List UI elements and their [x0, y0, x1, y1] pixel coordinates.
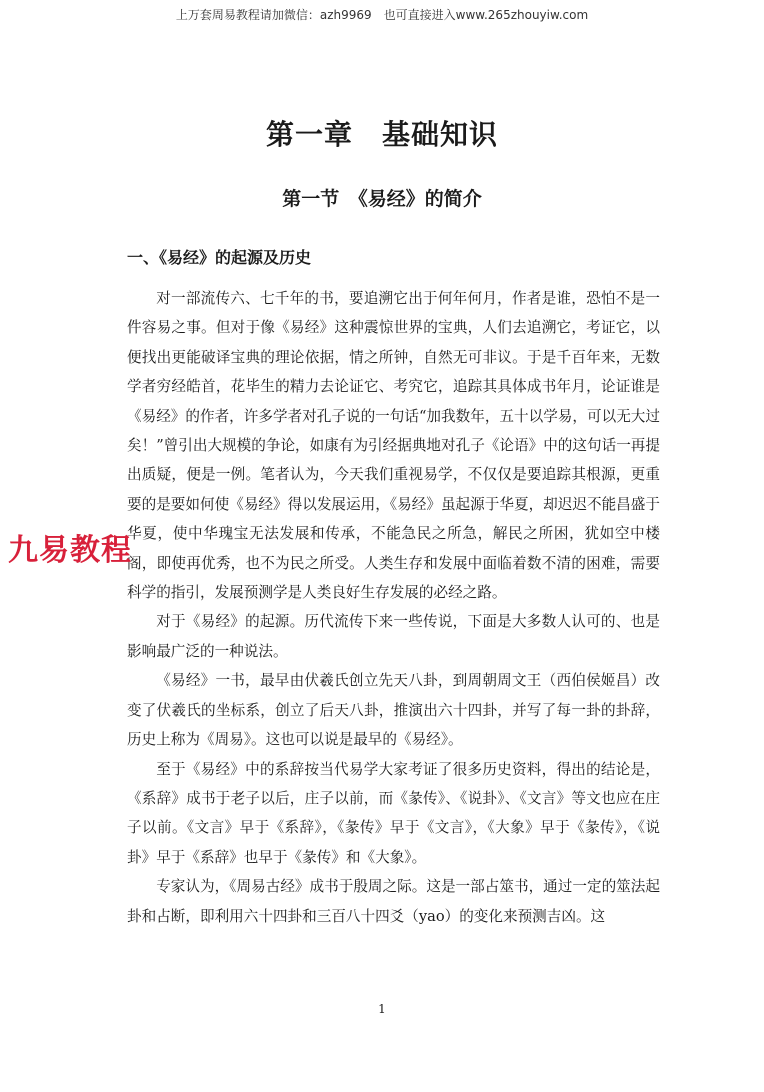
chapter-title: 第一章 基础知识 [265, 118, 498, 151]
page-number: 1 [378, 1002, 386, 1016]
section-title: 第一节 《易经》的简介 [282, 188, 482, 210]
paragraph: 至于《易经》中的系辞按当代易学大家考证了很多历史资料，得出的结论是，《系辞》成书于老子以后，庄子以前，而《彖传》、《说卦》、《文言》等文也应在庄子以前。《文言》早于《系辞》，《彖传》早于《文言》，《大象》早于《彖传》，《说卦》早于《系辞》也早于《彖传》和《大象》。 [127, 760, 660, 866]
header-note: 上万套周易教程请加微信：azh9969 也可直接进入www.265zhouyiw.com [175, 8, 589, 22]
sub-heading: 一、《易经》的起源及历史 [127, 248, 312, 267]
paragraph: 对一部流传六、七千年的书，要追溯它出于何年何月，作者是谁，恐怕不是一件容易之事。但对于像《易经》这种震惊世界的宝典，人们去追溯它，考证它，以便找出更能破译宝典的理论依据，情之所钟，自然无可非议。于是千百年来，无数学者穷经皓首，花毕生的精力去论证它、考究它，追踪其具体成书年月，论证谁是《易经》的作者，许多学者对孔子说的一句话“加我数年，五十以学易，可以无大过矣！”曾引出大规模的争论，如康有为引经据典地对孔子《论语》中的这句话一再提出质疑，便是一例。笔者认为，今天我们重视易学，不仅仅是要追踪其根源，更重要的是要如何使《易经》得以发展运用，《易经》虽起源于华夏，却迟迟不能昌盛于华夏，使中华瑰宝无法发展和传承，不能急民之所急，解民之所困，犹如空中楼阁，即使再优秀，也不为民之所受。人类生存和发展中面临着数不清的困难，需要科学的指引，发展预测学是人类良好生存发展的必经之路。 [127, 290, 660, 602]
body-text [127, 284, 660, 931]
paragraph: 《易经》一书，最早由伏羲氏创立先天八卦，到周朝周文王（西伯侯姬昌）改变了伏羲氏的坐标系，创立了后天八卦，推演出六十四卦，并写了每一卦的卦辞，历史上称为《周易》。这也可以说是最早的《易经》。 [127, 672, 660, 749]
paragraph: 专家认为，《周易古经》成书于殷周之际。这是一部占筮书，通过一定的筮法起卦和占断，即利用六十四卦和三百八十四爻（yao）的变化来预测吉凶。这 [127, 878, 660, 925]
paragraph: 对于《易经》的起源。历代流传下来一些传说，下面是大多数人认可的、也是影响最广泛的一种说法。 [127, 613, 660, 660]
watermark-stamp: 九易教程 [8, 533, 132, 568]
